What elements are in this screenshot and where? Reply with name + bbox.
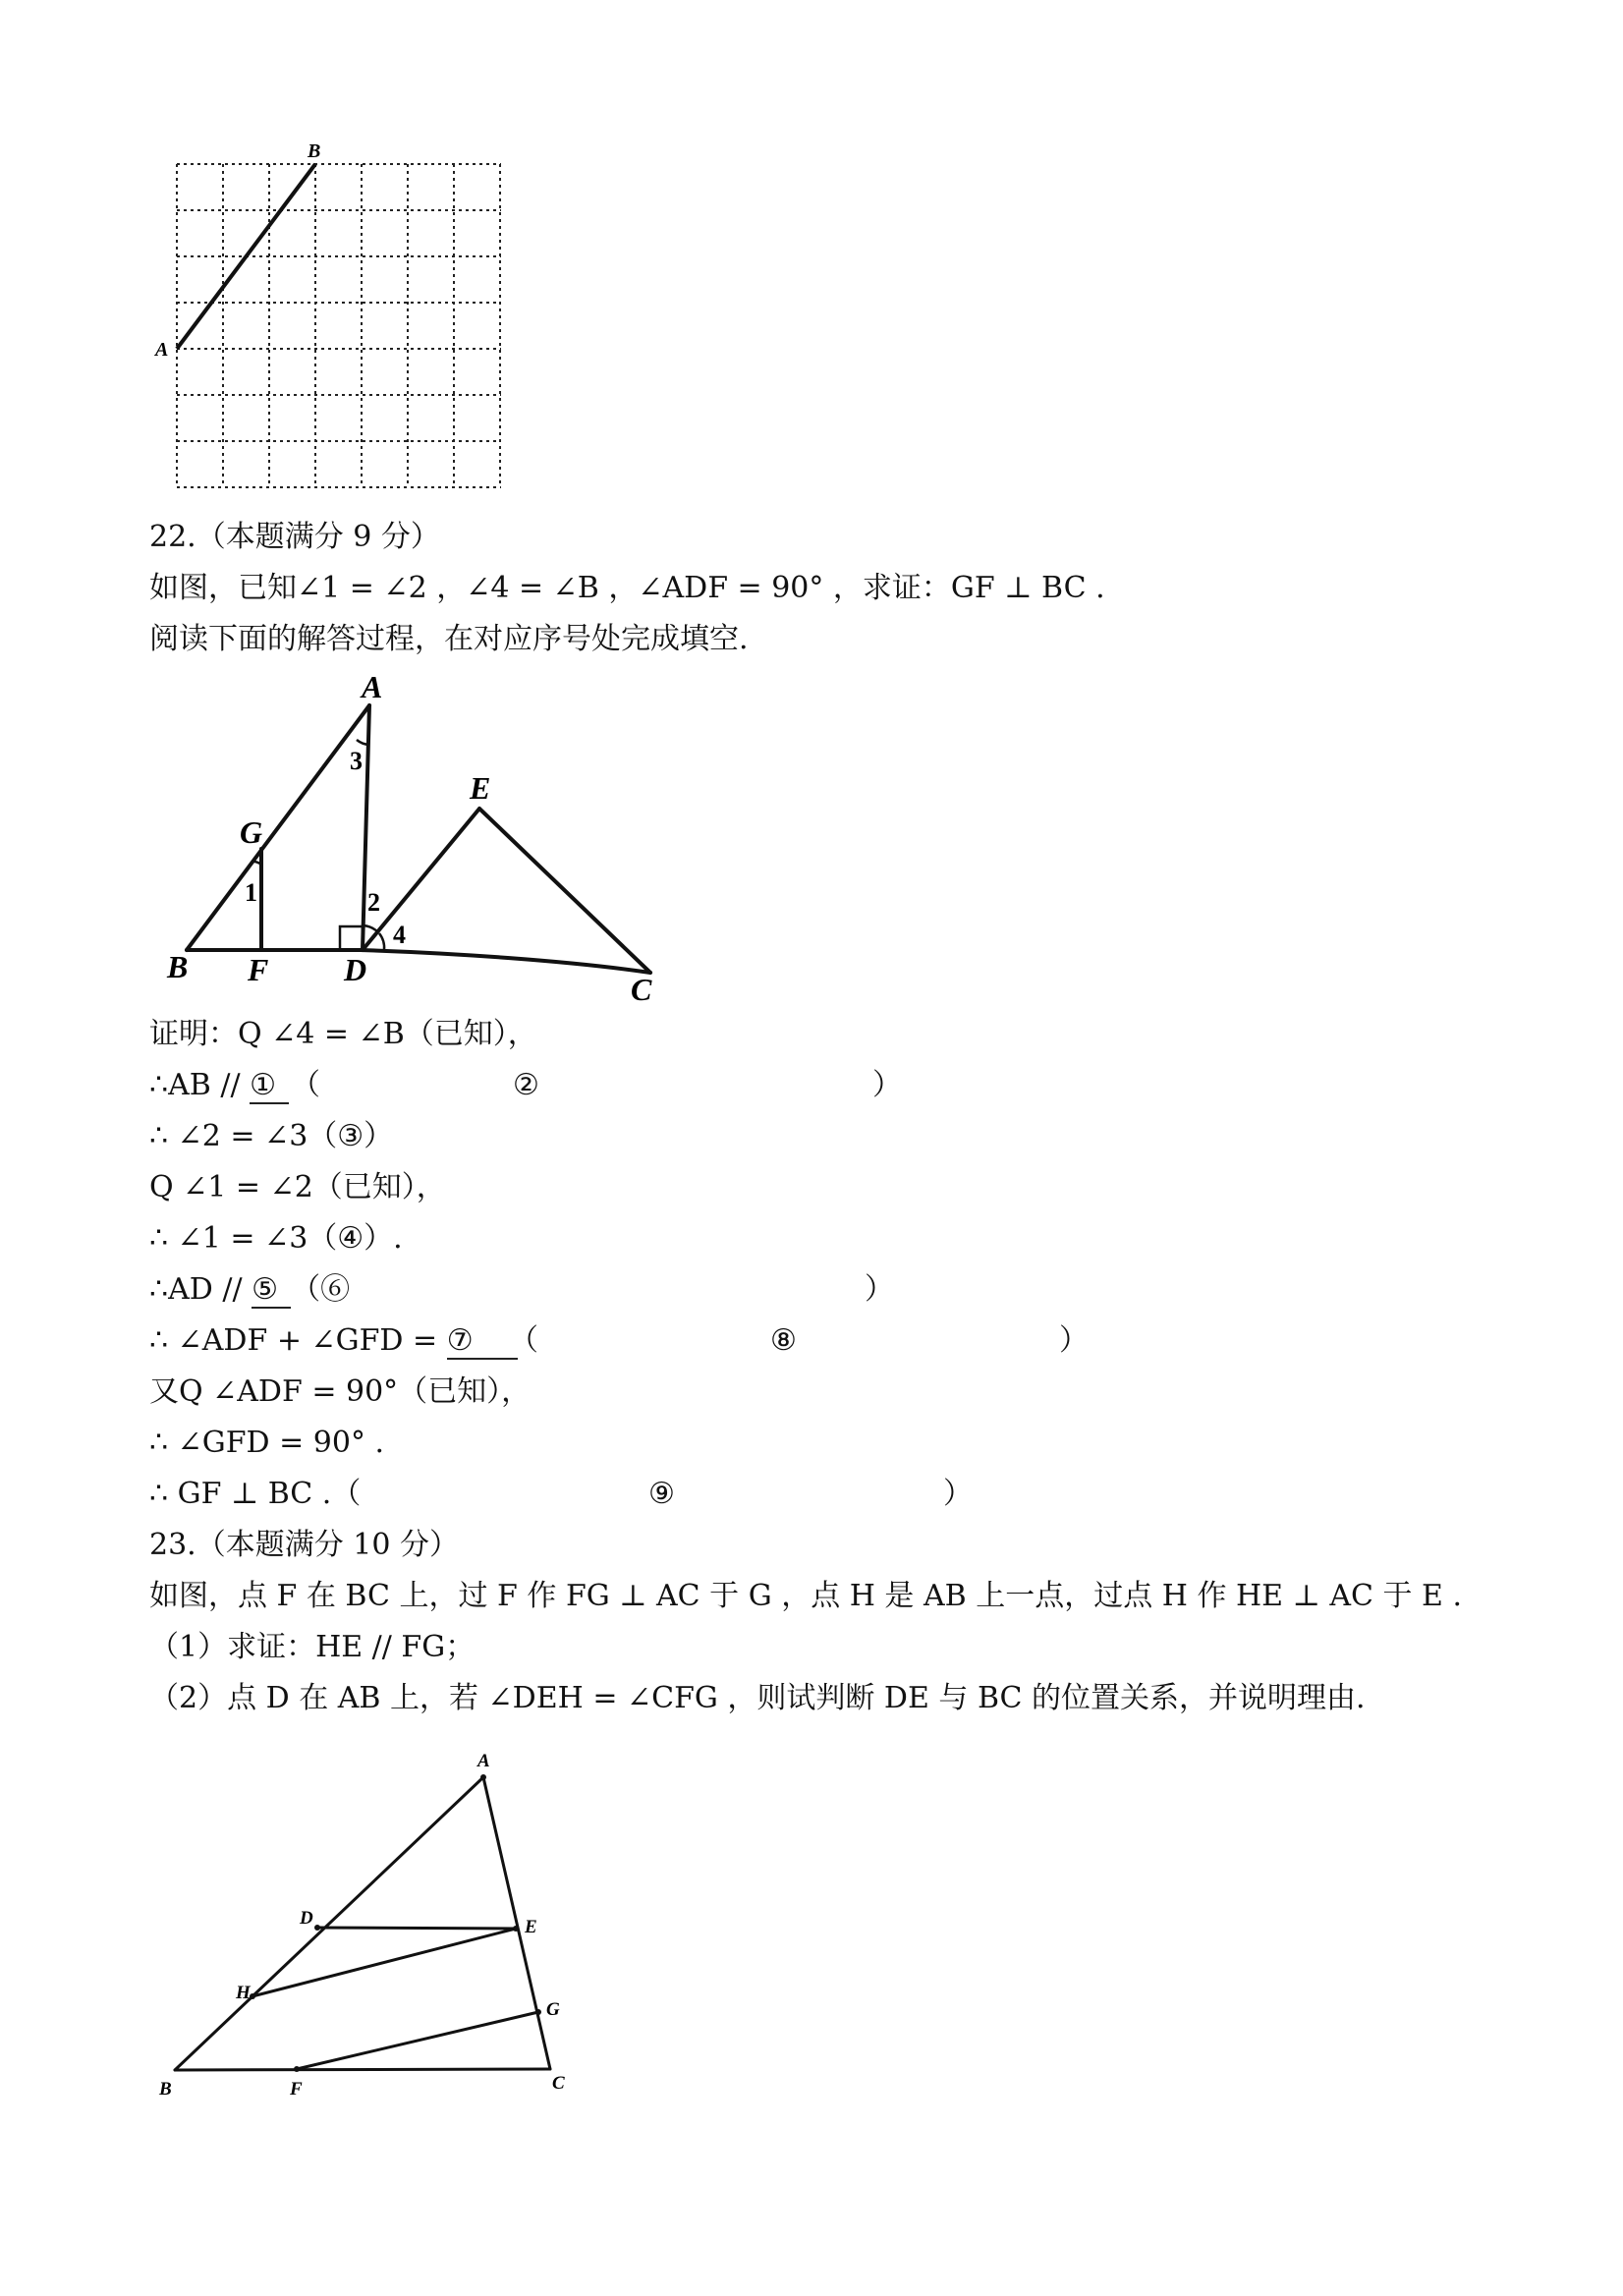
proof-line-2-text: ∴AB // — [149, 1068, 251, 1102]
label-b: B — [159, 2079, 172, 2100]
label-e: E — [525, 1917, 537, 1937]
q23-header: 23.（本题满分 10 分） — [149, 1528, 459, 1562]
blank-1: ① — [250, 1069, 289, 1104]
proof-line-2-mark: ② — [513, 1068, 539, 1102]
angle-2-arc — [364, 925, 377, 931]
proof-line-4: Q ∠1 = ∠2（已知）， — [149, 1170, 446, 1204]
angle-3-label: 3 — [350, 747, 363, 775]
label-c: C — [631, 972, 652, 1007]
q22-instruction: 阅读下面的解答过程，在对应序号处完成填空. — [149, 622, 749, 656]
line-de — [363, 809, 479, 950]
proof-line-5: ∴ ∠1 = ∠3（④）. — [149, 1221, 403, 1256]
segment-fg — [297, 2012, 538, 2069]
proof-line-6-close: ） — [865, 1272, 894, 1307]
proof-line-7-text: ∴ ∠ADF + ∠GFD = — [149, 1323, 447, 1358]
label-d: D — [300, 1908, 313, 1929]
proof-line-2-close: ） — [872, 1068, 902, 1102]
angle-2-label: 2 — [367, 888, 380, 917]
proof-line-2 — [149, 1069, 289, 1104]
label-g: G — [240, 814, 263, 850]
proof-line-10-close: ） — [943, 1477, 973, 1511]
q22-statement: 如图，已知∠1 = ∠2 ，∠4 = ∠B ，∠ADF = 90° ，求证：GF ⊥ BC . — [149, 571, 1105, 605]
q22-figure — [157, 668, 678, 1007]
proof-line-10: ∴ GF ⊥ BC .（ — [149, 1477, 362, 1511]
proof-line-6-text: ∴AD // — [149, 1272, 252, 1307]
blank-5: ⑤ — [252, 1273, 291, 1309]
side-ab — [175, 1777, 483, 2070]
q23-part-1: （1）求证：HE // FG； — [149, 1630, 476, 1664]
label-a: A — [155, 339, 169, 361]
line-ba — [187, 705, 369, 950]
angle-4-arc — [379, 933, 384, 950]
q23-statement: 如图，点 F 在 BC 上，过 F 作 FG ⊥ AC 于 G ，点 H 是 AB 上一点，过点 H 作 HE ⊥ AC 于 E . — [149, 1579, 1462, 1613]
proof-line-3: ∴ ∠2 = ∠3（③） — [149, 1119, 394, 1153]
proof-line-6 — [149, 1273, 350, 1309]
label-e: E — [470, 770, 491, 806]
segment-de — [317, 1928, 516, 1929]
label-f: F — [248, 952, 269, 987]
proof-line-7-close: ） — [1059, 1323, 1089, 1358]
dotted-grid — [177, 164, 501, 487]
proof-line-1: 证明：Q ∠4 = ∠B（已知）， — [149, 1017, 537, 1051]
label-c: C — [552, 2073, 565, 2094]
q23-figure — [147, 1739, 580, 2107]
label-b: B — [308, 140, 321, 162]
label-a: A — [477, 1751, 490, 1771]
label-f: F — [290, 2079, 303, 2100]
side-bc — [175, 2069, 550, 2070]
angle-4-label: 4 — [393, 921, 406, 949]
label-h: H — [236, 1983, 251, 2003]
segment-he — [252, 1929, 516, 1996]
proof-line-9: ∴ ∠GFD = 90° . — [149, 1426, 385, 1460]
proof-line-6-open: （⑥ — [291, 1272, 351, 1307]
proof-line-8: 又Q ∠ADF = 90°（已知）， — [149, 1374, 532, 1409]
proof-line-10-mark: ⑨ — [648, 1477, 675, 1511]
q22-header: 22.（本题满分 9 分） — [149, 520, 440, 554]
proof-line-7-mark: ⑧ — [770, 1323, 797, 1358]
label-d: D — [344, 952, 367, 987]
line-ec — [479, 809, 650, 973]
q23-part-2: （2）点 D 在 AB 上，若 ∠DEH = ∠CFG ，则试判断 DE 与 BC 的位置关系，并说明理由. — [149, 1681, 1366, 1715]
blank-7: ⑦ — [447, 1324, 518, 1360]
proof-line-7-open: （ — [509, 1323, 538, 1358]
grid-figure — [147, 138, 521, 501]
label-b: B — [167, 949, 189, 984]
proof-line-7 — [149, 1324, 518, 1360]
right-angle-mark — [340, 926, 363, 950]
label-a: A — [362, 669, 383, 704]
angle-1-label: 1 — [245, 878, 257, 907]
side-ac — [483, 1777, 550, 2069]
proof-line-2-open: （ — [291, 1068, 320, 1102]
label-g: G — [546, 1999, 560, 2020]
